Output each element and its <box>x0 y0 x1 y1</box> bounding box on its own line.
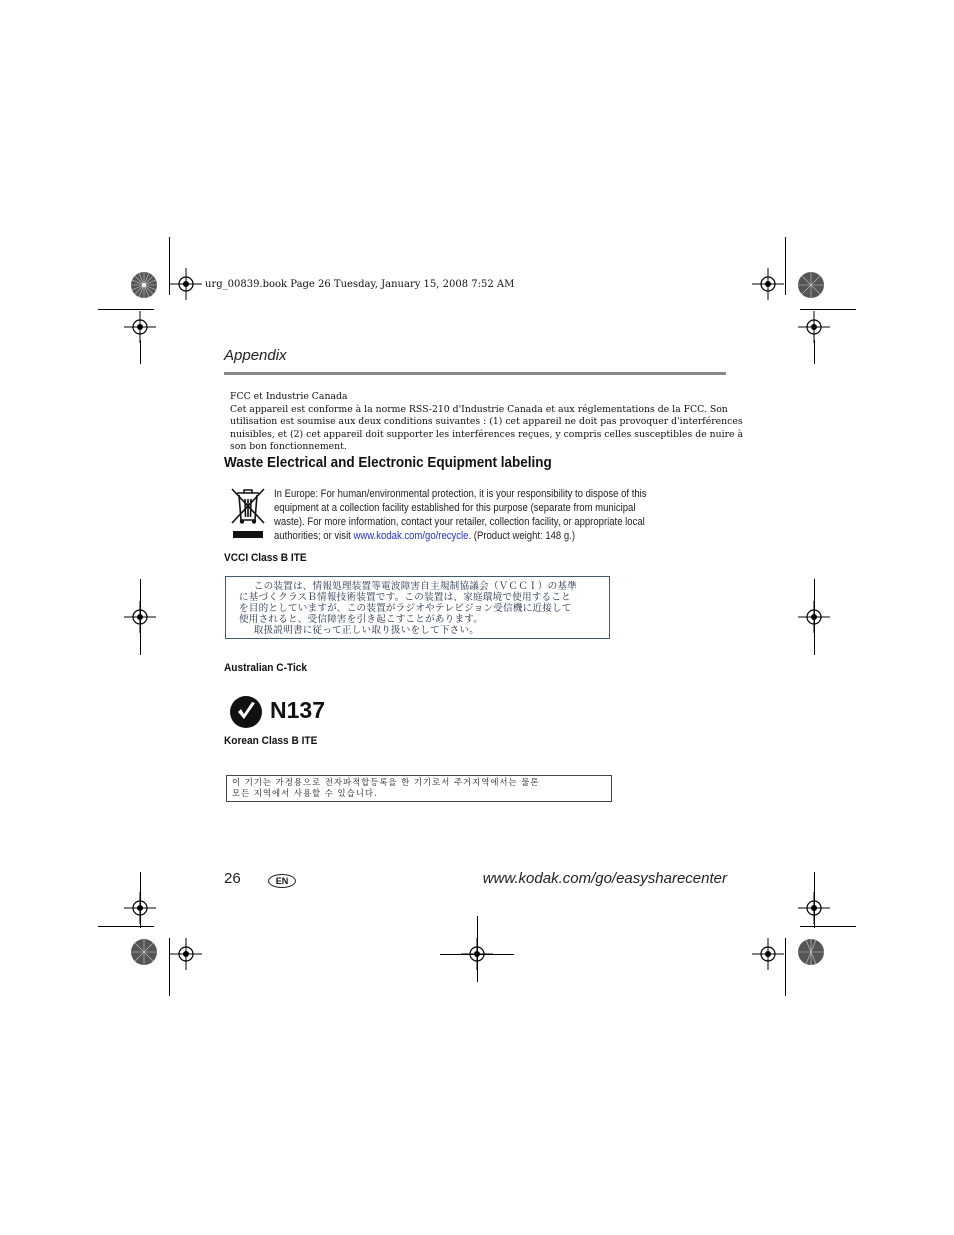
crosshair-icon <box>170 938 202 970</box>
korean-statement <box>226 775 612 802</box>
crosshair-icon <box>752 268 784 300</box>
title-rule <box>224 372 726 375</box>
korean-line: 이 기기는 가정용으로 전자파적합등록을 한 기기로서 주거지역에서는 물론 <box>232 777 540 787</box>
weee-line: waste). For more information, contact your retailer, collection facility, or appropriate local <box>274 516 645 528</box>
crop-mark-icon <box>800 926 856 927</box>
crop-mark-icon <box>98 926 154 927</box>
fcc-line: son bon fonctionnement. <box>230 441 347 453</box>
crosshair-icon <box>798 311 830 343</box>
fcc-line: FCC et Industrie Canada <box>230 391 348 402</box>
vcci-line: 取扱説明書に従って正しい取り扱いをして下さい。 <box>244 625 480 636</box>
weee-bin-icon <box>230 487 266 541</box>
vcci-heading: VCCI Class B ITE <box>224 552 307 564</box>
korean-line: 모든 지역에서 사용할 수 있습니다. <box>232 788 378 798</box>
registration-mark-icon <box>797 271 825 299</box>
footer-url[interactable]: www.kodak.com/go/easysharecenter <box>482 870 727 887</box>
weee-line-last <box>274 529 647 543</box>
vcci-line: この装置は、情報処理装置等電波障害自主規制協議会（ＶＣＣＩ）の基準 <box>244 581 577 592</box>
ctick-code: N137 <box>270 697 325 723</box>
registration-mark-icon <box>130 271 158 299</box>
crop-mark-icon <box>140 872 141 928</box>
fcc-line: utilisation est soumise aux deux conditions suivantes : (1) cet appareil ne doit pas provoquer d'interférences <box>230 416 743 428</box>
vcci-line: に基づくクラスＢ情報技術装置です。この装置は、家庭環境で使用すること <box>239 592 571 603</box>
weee-text <box>274 487 647 543</box>
crop-mark-icon <box>814 579 815 655</box>
recycle-link[interactable]: www.kodak.com/go/recycle <box>353 530 469 542</box>
korean-heading: Korean Class B ITE <box>224 735 318 747</box>
crop-mark-icon <box>140 340 141 364</box>
crosshair-icon <box>124 311 156 343</box>
weee-line: equipment at a collection facility established for this purpose (separate from municipal <box>274 502 636 514</box>
fcc-line: nuisibles, et (2) cet appareil doit supporter les interférences reçues, y compris celles susceptibles de nuire à <box>230 428 744 440</box>
ctick-logo-icon <box>229 695 263 729</box>
crop-mark-icon <box>814 340 815 364</box>
crop-mark-icon <box>477 916 478 982</box>
vcci-line: 使用されると、受信障害を引き起こすことがあります。 <box>239 614 484 625</box>
crop-mark-icon <box>785 938 786 996</box>
ctick-heading: Australian C-Tick <box>224 662 308 674</box>
page-number: 26 <box>224 870 241 887</box>
crop-mark-icon <box>140 579 141 655</box>
weee-line: In Europe: For human/environmental protection, it is your responsibility to dispose of this <box>274 488 647 500</box>
crop-mark-icon <box>98 309 154 310</box>
vcci-statement <box>225 576 610 639</box>
registration-mark-icon <box>797 938 825 966</box>
crop-mark-icon <box>785 237 786 295</box>
fcc-line: Cet appareil est conforme à la norme RSS-210 d'Industrie Canada et aux réglementations de la FCC. Son <box>230 403 728 415</box>
crop-mark-icon <box>814 872 815 928</box>
section-title: Appendix <box>224 347 287 364</box>
weee-last-prefix: authorities; or visit <box>274 530 354 542</box>
weee-last-suffix: . (Product weight: 148 g.) <box>468 530 576 542</box>
crosshair-icon <box>170 268 202 300</box>
weee-heading: Waste Electrical and Electronic Equipment labeling <box>224 455 552 471</box>
fcc-notice <box>230 391 743 454</box>
registration-mark-icon <box>130 938 158 966</box>
crop-mark-icon <box>800 309 856 310</box>
crosshair-icon <box>752 938 784 970</box>
book-header: urg_00839.book Page 26 Tuesday, January 15, 2008 7:52 AM <box>205 279 515 290</box>
language-badge: EN <box>268 874 296 888</box>
vcci-line: を目的としていますが、この装置がラジオやテレビジョン受信機に近接して <box>239 603 572 614</box>
